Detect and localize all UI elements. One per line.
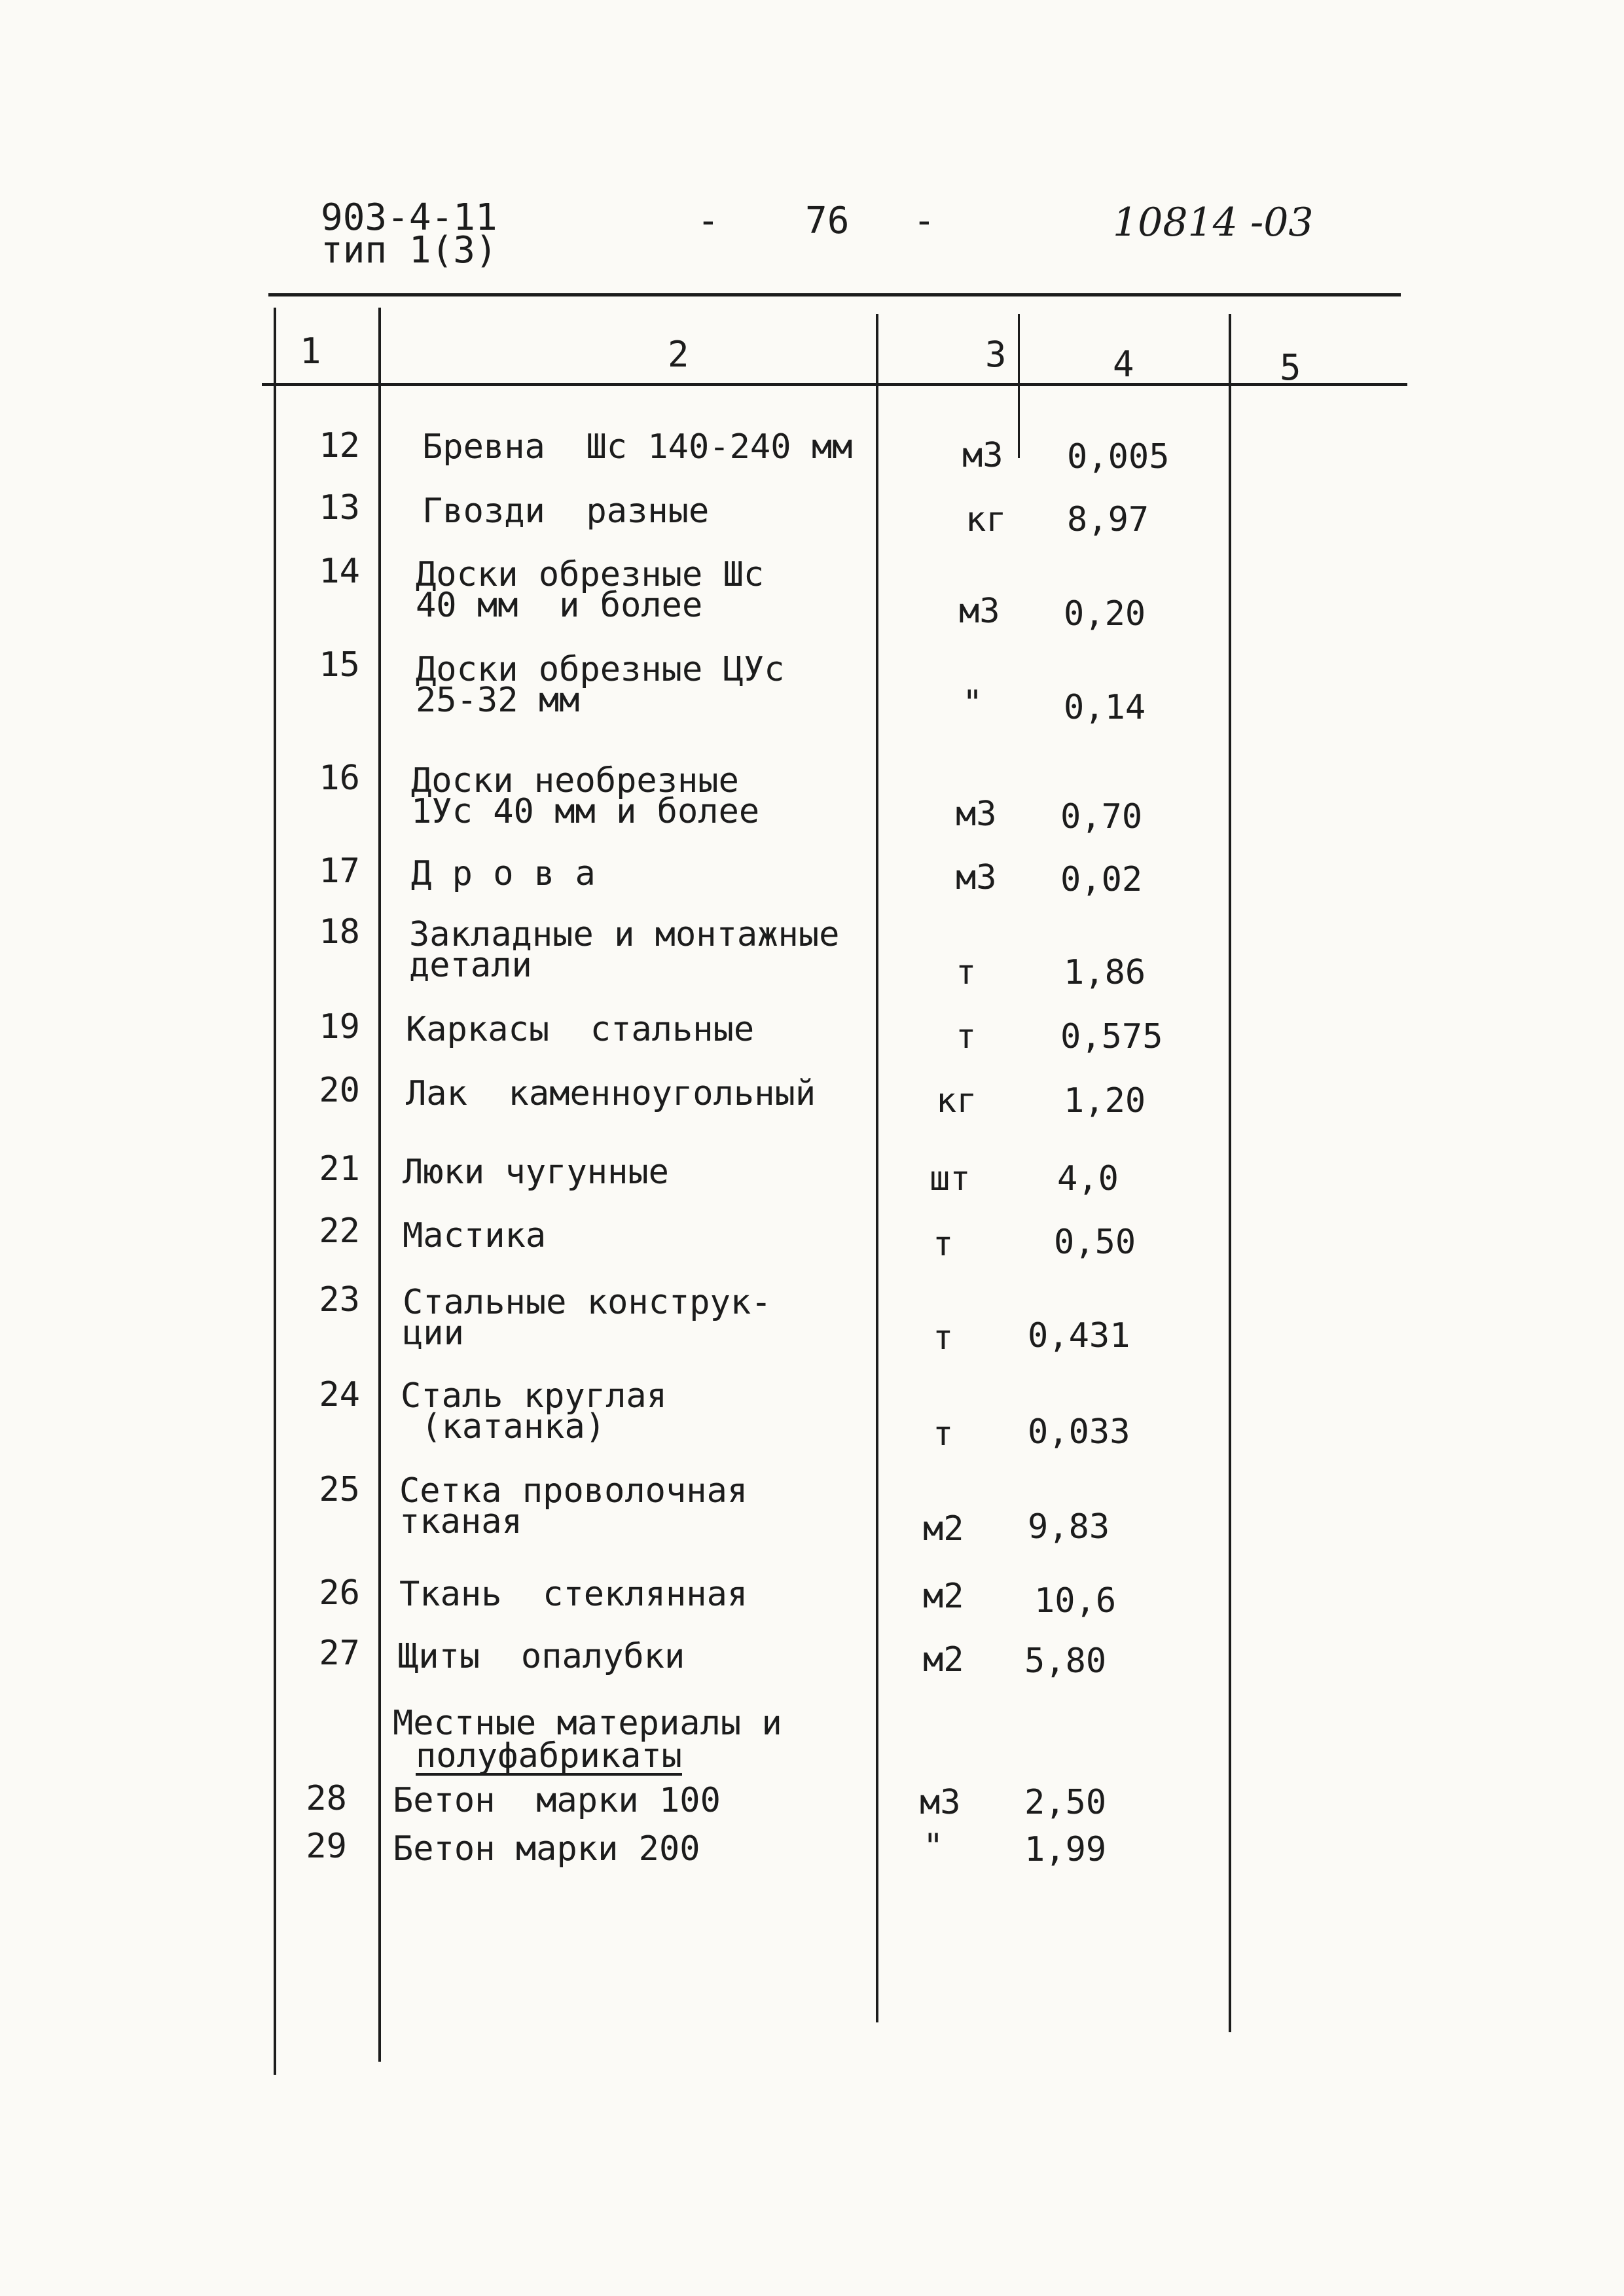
top-rule xyxy=(268,293,1401,296)
row-number: 21 xyxy=(319,1149,360,1189)
col-header-2: 2 xyxy=(668,334,689,375)
quantity: 0,033 xyxy=(1028,1412,1130,1452)
material-name: Мастика xyxy=(403,1216,547,1255)
unit: м3 xyxy=(956,858,997,897)
quantity: 1,20 xyxy=(1064,1081,1146,1121)
page-dash-left: - xyxy=(697,200,719,242)
material-name: Ткань стеклянная xyxy=(399,1575,748,1614)
row-number: 17 xyxy=(319,852,360,891)
col-line-2 xyxy=(378,308,381,2062)
row-number: 14 xyxy=(319,552,360,591)
row-number: 24 xyxy=(319,1375,360,1414)
unit: шт xyxy=(929,1159,971,1198)
row-number: 19 xyxy=(319,1007,360,1047)
material-name: Сталь круглая (катанка) xyxy=(401,1376,667,1446)
row-number: 26 xyxy=(319,1573,360,1613)
material-name: Стальные конструк- ции xyxy=(403,1283,772,1353)
quantity: 0,20 xyxy=(1064,594,1146,634)
unit: " xyxy=(923,1827,944,1866)
project-code: 903-4-11 xyxy=(321,196,497,239)
quantity: 2,50 xyxy=(1024,1783,1107,1822)
unit: м3 xyxy=(959,592,1000,631)
row-number: 20 xyxy=(319,1071,360,1110)
material-name: Д р о в а xyxy=(411,854,596,893)
material-name: Доски обрезные ЦУс 25-32 мм xyxy=(416,650,785,720)
quantity: 4,0 xyxy=(1057,1159,1119,1198)
row-number: 23 xyxy=(319,1280,360,1319)
unit: т xyxy=(933,1318,954,1357)
material-name: Закладные и монтажные детали xyxy=(409,915,840,985)
row-number: 22 xyxy=(319,1211,360,1251)
unit: м2 xyxy=(923,1577,964,1616)
material-name: Лак каменноугольный xyxy=(406,1074,816,1113)
row-number: 27 xyxy=(319,1634,360,1673)
material-name: Бетон марки 100 xyxy=(393,1781,721,1820)
material-name: Бетон марки 200 xyxy=(393,1829,700,1869)
row-number: 29 xyxy=(306,1827,347,1866)
unit: т xyxy=(933,1414,954,1454)
material-name: Доски необрезные 1Ус 40 мм и более xyxy=(411,761,760,831)
quantity: 5,80 xyxy=(1024,1641,1107,1681)
quantity: 10,6 xyxy=(1034,1581,1117,1621)
unit: кг xyxy=(965,500,1007,539)
section-title-line1: Местные материалы и xyxy=(393,1704,782,1743)
material-name: Сетка проволочная тканая xyxy=(399,1471,748,1541)
material-name: Люки чугунные xyxy=(403,1153,669,1192)
row-number: 16 xyxy=(319,759,360,798)
quantity: 0,005 xyxy=(1067,437,1170,476)
quantity: 0,70 xyxy=(1060,797,1143,836)
section-title-line2: полуфабрикаты xyxy=(416,1736,682,1776)
material-name: Каркасы стальные xyxy=(406,1010,755,1049)
page-dash-right: - xyxy=(913,200,935,242)
unit: м2 xyxy=(923,1509,964,1549)
unit: м3 xyxy=(920,1783,961,1822)
material-name: Доски обрезные Шс 40 мм и более xyxy=(416,555,765,625)
header-rule xyxy=(262,383,1407,386)
quantity: 0,50 xyxy=(1054,1223,1136,1262)
quantity: 0,575 xyxy=(1060,1017,1163,1056)
quantity: 8,97 xyxy=(1067,500,1149,539)
quantity: 0,02 xyxy=(1060,860,1143,899)
handwritten-number: 10814 -03 xyxy=(1113,200,1314,245)
quantity: 9,83 xyxy=(1028,1507,1110,1547)
col-header-4: 4 xyxy=(1113,344,1134,385)
unit: т xyxy=(933,1225,954,1264)
col-header-5: 5 xyxy=(1280,347,1301,388)
unit: т xyxy=(956,1017,977,1056)
col-line-5 xyxy=(1229,314,1231,2032)
unit: м2 xyxy=(923,1640,964,1679)
quantity: 0,431 xyxy=(1028,1316,1130,1355)
unit: м3 xyxy=(962,436,1003,475)
row-number: 28 xyxy=(306,1779,347,1818)
row-number: 13 xyxy=(319,488,360,528)
row-number: 12 xyxy=(319,426,360,465)
row-number: 15 xyxy=(319,645,360,685)
page-number: 76 xyxy=(805,200,850,242)
row-number: 18 xyxy=(319,912,360,952)
quantity: 1,99 xyxy=(1024,1830,1107,1869)
quantity: 0,14 xyxy=(1064,688,1146,727)
unit: кг xyxy=(936,1081,977,1121)
unit: т xyxy=(956,953,977,992)
col-header-1: 1 xyxy=(300,331,321,372)
unit: м3 xyxy=(956,795,997,834)
material-name: Гвозди разные xyxy=(422,492,710,531)
col-line-4 xyxy=(1018,314,1020,458)
type-label: тип 1(3) xyxy=(321,229,497,272)
quantity: 1,86 xyxy=(1064,953,1146,992)
col-header-3: 3 xyxy=(985,334,1007,375)
row-number: 25 xyxy=(319,1470,360,1509)
material-name: Бревна Шс 140-240 мм xyxy=(422,427,853,467)
col-line-3 xyxy=(876,314,878,2022)
material-name: Щиты опалубки xyxy=(398,1637,685,1676)
unit: " xyxy=(962,683,983,723)
